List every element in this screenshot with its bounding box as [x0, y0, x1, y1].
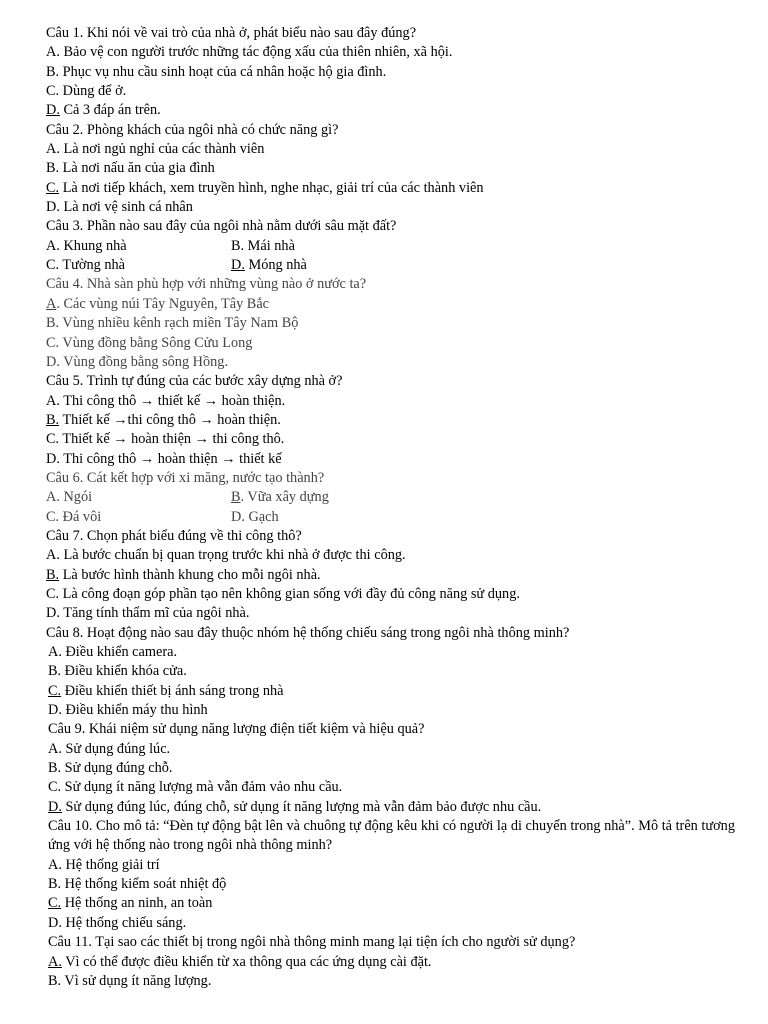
question-text: Câu 9. Khái niệm sử dụng năng lượng điện tiết kiệm và hiệu quả?	[48, 721, 425, 738]
answer-key: B	[231, 489, 241, 506]
options-row-1	[46, 488, 746, 507]
option-a: A. Hệ thống giải trí	[48, 856, 160, 873]
option-d: D. Gạch	[231, 508, 279, 525]
option-text: Móng nhà	[244, 257, 307, 274]
answer-key: B.	[46, 411, 60, 428]
question-6	[46, 469, 746, 527]
option-b: B. Phục vụ nhu cầu sinh hoạt của cá nhân hoặc hộ gia đình.	[46, 63, 387, 80]
option-text: Sử dụng đúng lúc, đúng chỗ, sử dụng ít năng lượng mà vẫn đảm bảo được nhu cầu.	[61, 798, 542, 815]
document-page	[46, 24, 746, 991]
option-a: A. Bảo vệ con người trước những tác động xấu của thiên nhiên, xã hội.	[46, 44, 453, 61]
answer-key: B.	[46, 566, 60, 583]
question-text: Câu 11. Tại sao các thiết bị trong ngôi nhà thông minh mang lại tiện ích cho người sử dụng?	[48, 934, 576, 951]
option-b: B. Điều khiển khóa cửa.	[48, 663, 187, 680]
option-d	[46, 101, 746, 120]
option-b	[46, 566, 746, 585]
answer-key: D.	[48, 798, 62, 815]
option-a: A. Thi công thô → thiết kế → hoàn thiện.	[46, 392, 286, 409]
question-11	[46, 933, 746, 991]
option-d	[46, 798, 746, 817]
options-row-2	[46, 256, 746, 275]
option-text: Vì có thể được điều khiển từ xa thông qua các ứng dụng cài đặt.	[61, 953, 432, 970]
option-c	[46, 894, 746, 913]
option-text: . Vữa xây dựng	[240, 489, 329, 506]
option-text: Thiết kế →thi công thô → hoàn thiện.	[59, 411, 281, 428]
question-8	[46, 624, 746, 721]
question-text: Câu 8. Hoạt động nào sau đây thuộc nhóm hệ thống chiếu sáng trong ngôi nhà thông minh?	[46, 624, 570, 641]
option-c: C. Tường nhà	[46, 257, 125, 274]
question-text: Câu 2. Phòng khách của ngôi nhà có chức năng gì?	[46, 121, 339, 138]
option-text: Cả 3 đáp án trên.	[59, 102, 161, 119]
answer-key: A	[46, 295, 57, 312]
option-text: Điều khiển thiết bị ánh sáng trong nhà	[61, 682, 284, 699]
option-a: A. Sử dụng đúng lúc.	[48, 740, 171, 757]
option-b	[46, 411, 746, 430]
question-text: Câu 3. Phần nào sau đây của ngôi nhà nằm dưới sâu mặt đất?	[46, 218, 397, 235]
option-text: Là nơi tiếp khách, xem truyền hình, nghe nhạc, giải trí của các thành viên	[59, 179, 484, 196]
question-text: Câu 7. Chọn phát biểu đúng về thi công thô?	[46, 527, 302, 544]
options-row-2	[46, 508, 746, 527]
option-b: B. Vì sử dụng ít năng lượng.	[48, 972, 212, 989]
option-d: D. Là nơi vệ sinh cá nhân	[46, 199, 193, 216]
option-a: A. Ngói	[46, 489, 93, 506]
question-3	[46, 217, 746, 275]
question-2	[46, 121, 746, 218]
options-row-1	[46, 237, 746, 256]
option-c: C. Dùng để ở.	[46, 83, 127, 100]
option-b: B. Vùng nhiều kênh rạch miền Tây Nam Bộ	[46, 315, 299, 332]
option-d: D. Thi công thô → hoàn thiện → thiết kế	[46, 450, 282, 467]
answer-key: D.	[231, 257, 245, 274]
option-b: B. Sử dụng đúng chỗ.	[48, 760, 173, 777]
answer-key: C.	[46, 179, 60, 196]
option-text: Là bước hình thành khung cho mỗi ngôi nhà.	[59, 566, 321, 583]
option-a: A. Điều khiển camera.	[48, 644, 178, 660]
answer-key: C.	[48, 682, 62, 699]
question-5	[46, 372, 746, 469]
option-c	[46, 179, 746, 198]
option-c: C. Thiết kế → hoàn thiện → thi công thô.	[46, 431, 285, 448]
option-c: C. Sử dụng ít năng lượng mà vẫn đảm vảo nhu cầu.	[48, 779, 343, 796]
option-text: Hệ thống an ninh, an toàn	[61, 895, 213, 912]
question-9	[46, 720, 746, 817]
option-d: D. Tăng tính thẩm mĩ của ngôi nhà.	[46, 605, 250, 622]
option-text: . Các vùng núi Tây Nguyên, Tây Bắc	[56, 295, 270, 312]
answer-key: C.	[48, 895, 62, 912]
option-a: A. Là nơi ngủ nghỉ của các thành viên	[46, 141, 265, 158]
question-text: Câu 4. Nhà sàn phù hợp với những vùng nào ở nước ta?	[46, 276, 367, 293]
option-b: B. Mái nhà	[231, 237, 295, 254]
question-7	[46, 527, 746, 624]
option-b: B. Là nơi nấu ăn của gia đình	[46, 160, 215, 177]
option-b	[231, 488, 329, 507]
option-a	[46, 953, 746, 972]
option-d: D. Điều khiển máy thu hình	[48, 702, 208, 719]
option-a	[46, 295, 746, 314]
question-text: Câu 1. Khi nói về vai trò của nhà ở, phát biểu nào sau đây đúng?	[46, 25, 417, 41]
option-a: A. Khung nhà	[46, 237, 127, 254]
question-text: Câu 10. Cho mô tả: “Đèn tự động bật lên và chuông tự động kêu khi có người lạ di chuyển trong nhà”. Mô tả trên tương ứng với hệ thống nào trong ngôi nhà thông minh?	[48, 818, 735, 854]
option-d: D. Hệ thống chiếu sáng.	[48, 914, 187, 931]
answer-key: A.	[48, 953, 62, 970]
option-c	[46, 682, 746, 701]
option-a: A. Là bước chuẩn bị quan trọng trước khi nhà ở được thi công.	[46, 547, 406, 564]
question-1	[46, 24, 746, 121]
option-c: C. Là công đoạn góp phần tạo nên không gian sống với đầy đủ công năng sử dụng.	[46, 585, 520, 602]
option-c: C. Vùng đồng bằng Sông Cửu Long	[46, 334, 253, 351]
question-text: Câu 6. Cát kết hợp với xi măng, nước tạo thành?	[46, 469, 325, 486]
option-d: D. Vùng đồng bằng sông Hồng.	[46, 353, 229, 370]
answer-key: D.	[46, 102, 60, 119]
question-text: Câu 5. Trình tự đúng của các bước xây dựng nhà ở?	[46, 373, 343, 390]
option-c: C. Đá vôi	[46, 508, 102, 525]
question-4	[46, 275, 746, 372]
option-b: B. Hệ thống kiểm soát nhiệt độ	[48, 876, 227, 893]
question-10	[46, 817, 746, 933]
option-d	[231, 256, 307, 275]
